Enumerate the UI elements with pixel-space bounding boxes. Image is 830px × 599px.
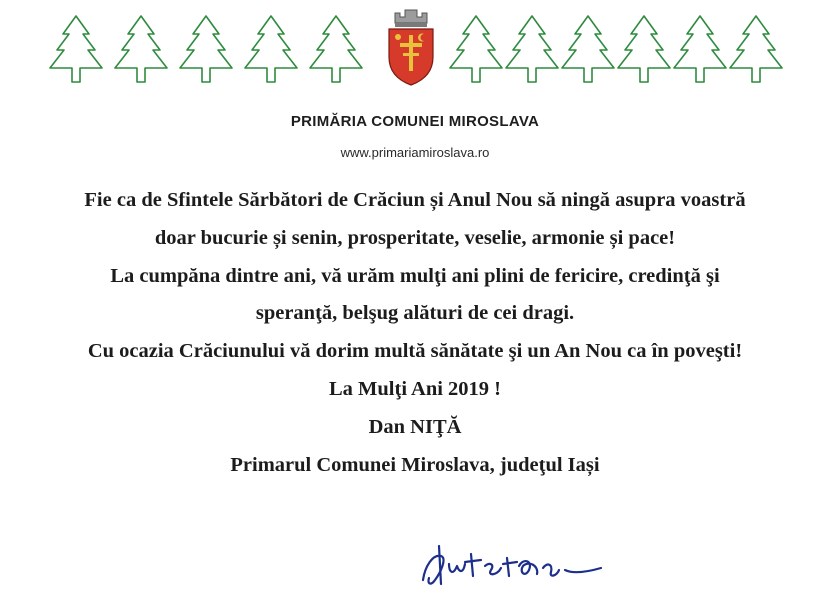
institution-name: PRIMĂRIA COMUNEI MIROSLAVA xyxy=(290,113,540,130)
christmas-tree-icon xyxy=(726,14,786,86)
christmas-tree-icon xyxy=(241,14,301,86)
christmas-tree-icon xyxy=(502,14,562,86)
signatory-title: Primarul Comunei Miroslava, judeţul Iași xyxy=(230,453,600,476)
christmas-tree-icon xyxy=(670,14,730,86)
christmas-tree-icon xyxy=(306,14,366,86)
christmas-tree-icon xyxy=(46,14,106,86)
new-year-wish: La Mulţi Ani 2019 ! xyxy=(329,377,501,400)
greeting-line: Fie ca de Sfintele Sărbători de Crăciun și Anul Nou să ningă asupra voastră xyxy=(84,189,746,211)
christmas-tree-icon xyxy=(111,14,171,86)
greeting-line: doar bucurie și senin, prosperitate, veselie, armonie și pace! xyxy=(154,226,676,249)
website-url: www.primariamiroslava.ro xyxy=(340,145,490,160)
christmas-tree-border xyxy=(0,0,830,95)
christmas-tree-icon xyxy=(558,14,618,86)
christmas-tree-icon xyxy=(614,14,674,86)
greeting-line: La cumpăna dintre ani, vă urăm mulţi ani plini de fericire, credinţă şi xyxy=(110,264,720,287)
christmas-tree-icon xyxy=(176,14,236,86)
signatory-name: Dan NIŢĂ xyxy=(368,415,462,438)
handwritten-signature xyxy=(415,536,615,594)
greeting-line: speranţă, belşug alături de cei dragi. xyxy=(255,302,575,325)
greeting-line: Cu ocazia Crăciunului vă dorim multă sănătate şi un An Nou ca în poveşti! xyxy=(87,340,743,363)
christmas-tree-icon xyxy=(446,14,506,86)
greeting-message xyxy=(0,182,830,484)
commune-coat-of-arms-icon xyxy=(383,5,439,87)
